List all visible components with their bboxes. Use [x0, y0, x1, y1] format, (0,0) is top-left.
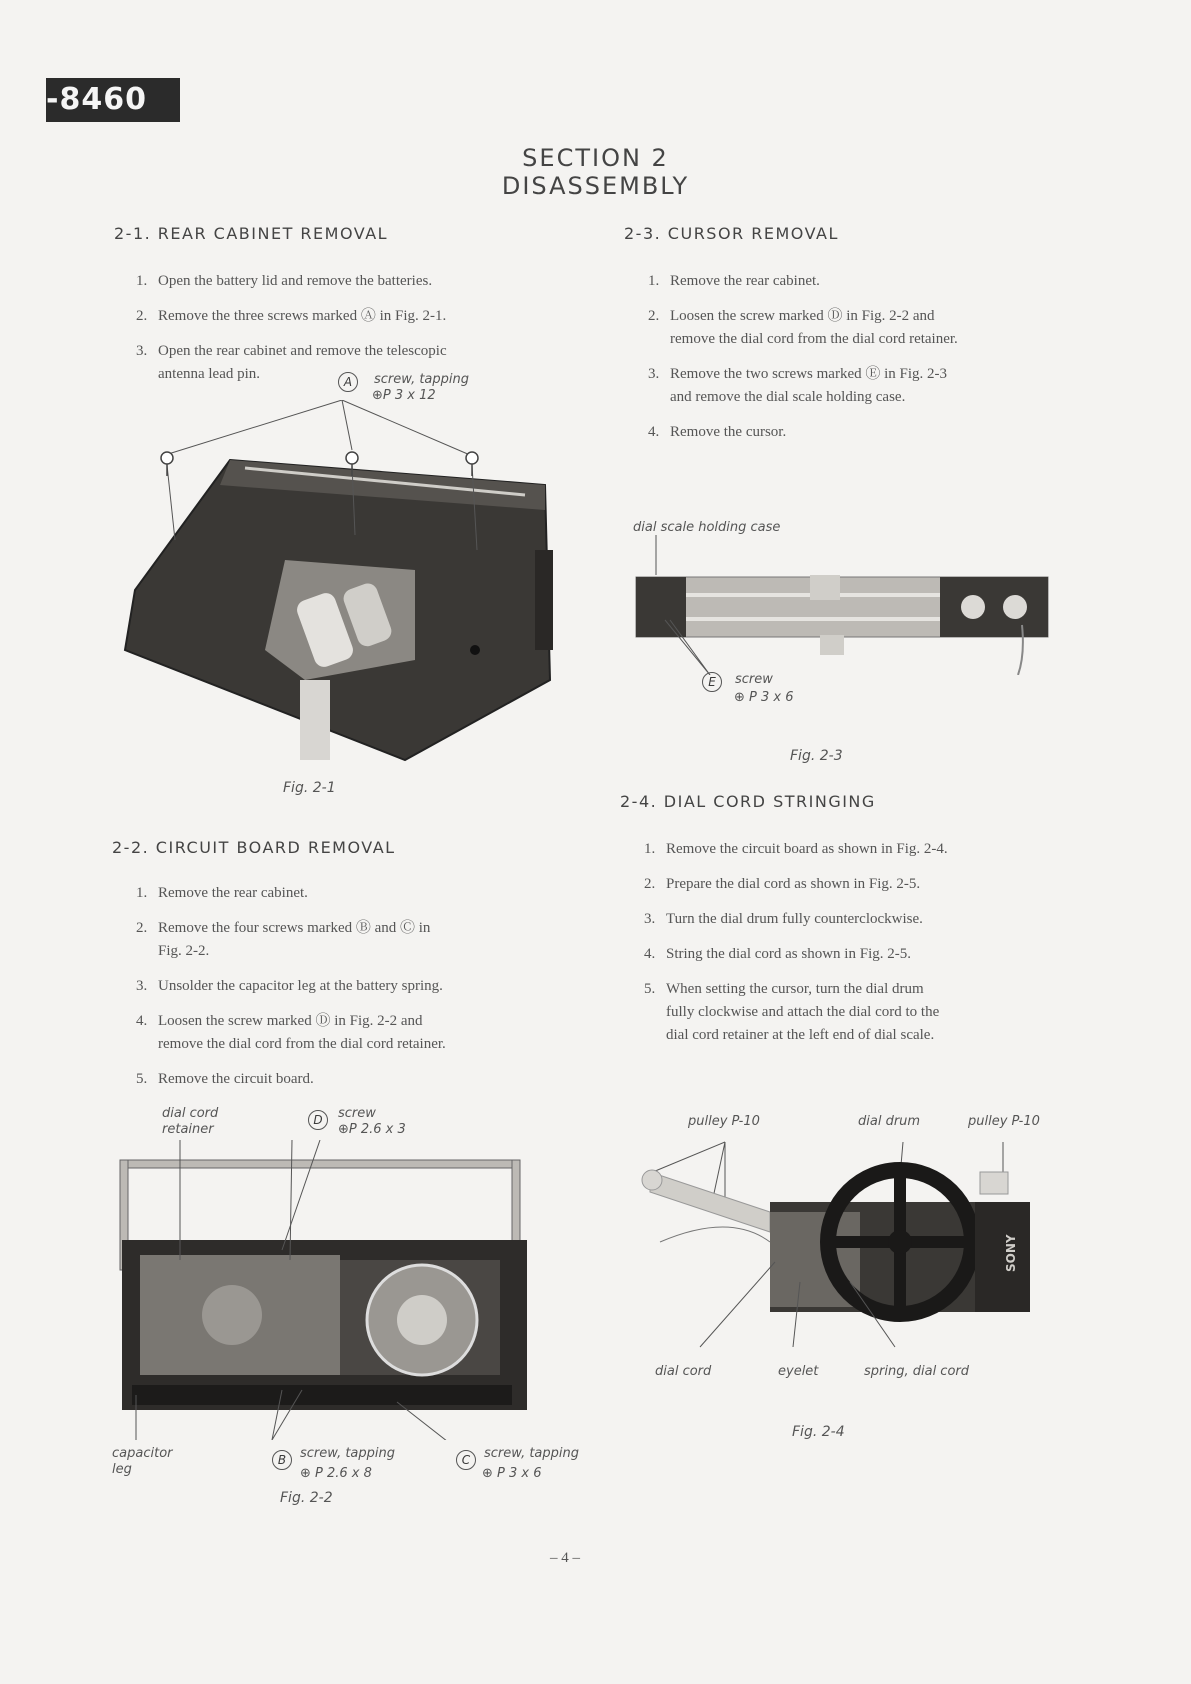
- callout-d-line1: screw: [338, 1106, 376, 1121]
- label-dial-cord: dial cord: [655, 1364, 712, 1379]
- figure-2-2-circuit-board: [112, 1140, 532, 1440]
- step: 3. Unsolder the capacitor leg at the battery spring.: [136, 978, 443, 994]
- steps-2-1: [136, 270, 566, 386]
- callout-b: B: [272, 1450, 292, 1470]
- heading-dial-cord-stringing: 2-4. DIAL CORD STRINGING: [620, 792, 876, 811]
- step: 3. Turn the dial drum fully counterclockwise.: [644, 911, 923, 927]
- steps-2-3: [648, 270, 1068, 444]
- callout-d-line2: ⊕P 2.6 x 3: [338, 1122, 406, 1137]
- heading-cursor-removal: 2-3. CURSOR REMOVAL: [624, 224, 839, 243]
- page-number: – 4 –: [550, 1550, 580, 1566]
- step: 4. Loosen the screw marked Ⓓ in Fig. 2-2 and: [136, 1013, 423, 1029]
- step: 1. Remove the circuit board as shown in Fig. 2-4.: [644, 841, 948, 857]
- heading-circuit-board-removal: 2-2. CIRCUIT BOARD REMOVAL: [112, 838, 396, 857]
- figure-2-4-dial-drum: [630, 1132, 1060, 1362]
- marker-a: A: [338, 372, 358, 392]
- steps-2-4: [644, 838, 1064, 1047]
- figure-2-3-dial-scale: [630, 535, 1060, 675]
- step: 4. String the dial cord as shown in Fig. 2-5.: [644, 946, 911, 962]
- step: remove the dial cord from the dial cord retainer.: [158, 1036, 446, 1052]
- label-capacitor-leg: capacitor leg: [112, 1446, 173, 1477]
- label-pulley-left: pulley P-10: [688, 1114, 760, 1129]
- fig-2-1-caption: Fig. 2-1: [283, 780, 336, 796]
- callout-c: C: [456, 1450, 476, 1470]
- step: dial cord retainer at the left end of dial scale.: [666, 1027, 935, 1043]
- step: 2. Loosen the screw marked Ⓓ in Fig. 2-2 and: [648, 308, 935, 324]
- figure-2-1-radio-rear: [105, 400, 565, 770]
- sony-brand: SONY: [1004, 1234, 1018, 1272]
- callout-c-line1: screw, tapping: [484, 1446, 579, 1461]
- step: fully clockwise and attach the dial cord to the: [666, 1004, 940, 1020]
- callout-a-line1: screw, tapping: [374, 372, 469, 387]
- screw-a-left: [161, 452, 173, 476]
- callout-e: E: [702, 672, 722, 692]
- step: remove the dial cord from the dial cord retainer.: [670, 331, 958, 347]
- fig-2-3-caption: Fig. 2-3: [790, 748, 843, 764]
- callout-a: [338, 372, 358, 392]
- step: 1. Open the battery lid and remove the batteries.: [136, 273, 433, 289]
- label-dial-drum: dial drum: [858, 1114, 921, 1129]
- section-number: SECTION 2: [522, 144, 669, 172]
- step: 3. Open the rear cabinet and remove the telescopic: [136, 343, 447, 359]
- step: antenna lead pin.: [158, 366, 261, 382]
- screw-a-right: [466, 452, 478, 476]
- section-title: DISASSEMBLY: [501, 172, 690, 200]
- label-dial-scale-holding-case: dial scale holding case: [633, 520, 781, 535]
- step: 1. Remove the rear cabinet.: [136, 885, 308, 901]
- step: 1. Remove the rear cabinet.: [648, 273, 820, 289]
- label-dial-cord-retainer: dial cord retainer: [162, 1106, 219, 1137]
- callout-b-line2: ⊕ P 2.6 x 8: [300, 1466, 372, 1481]
- step: 5. When setting the cursor, turn the dial drum: [644, 981, 924, 997]
- steps-2-2: [136, 882, 576, 1091]
- step: 3. Remove the two screws marked Ⓔ in Fig. 2-3: [648, 366, 948, 382]
- fig-2-4-caption: Fig. 2-4: [792, 1424, 845, 1440]
- callout-e-line1: screw: [735, 672, 773, 687]
- step: and remove the dial scale holding case.: [670, 389, 906, 405]
- step: 5. Remove the circuit board.: [136, 1071, 314, 1087]
- step: 2. Prepare the dial cord as shown in Fig. 2-5.: [644, 876, 921, 892]
- label-spring-dial-cord: spring, dial cord: [864, 1364, 970, 1379]
- step: 2. Remove the four screws marked Ⓑ and Ⓒ in: [136, 920, 431, 936]
- step: 4. Remove the cursor.: [648, 424, 787, 440]
- callout-a-line2: ⊕P 3 x 12: [372, 388, 436, 403]
- fig-2-2-caption: Fig. 2-2: [280, 1490, 333, 1506]
- callout-e-line2: ⊕ P 3 x 6: [734, 690, 794, 705]
- step: 2. Remove the three screws marked Ⓐ in Fig. 2-1.: [136, 308, 447, 324]
- callout-d: D: [308, 1110, 328, 1130]
- heading-rear-cabinet-removal: 2-1. REAR CABINET REMOVAL: [114, 224, 389, 243]
- step: Fig. 2-2.: [158, 943, 210, 959]
- label-eyelet: eyelet: [778, 1364, 819, 1379]
- label-pulley-right: pulley P-10: [968, 1114, 1040, 1129]
- callout-c-line2: ⊕ P 3 x 6: [482, 1466, 542, 1481]
- model-badge: -8460: [46, 78, 180, 122]
- callout-b-line1: screw, tapping: [300, 1446, 395, 1461]
